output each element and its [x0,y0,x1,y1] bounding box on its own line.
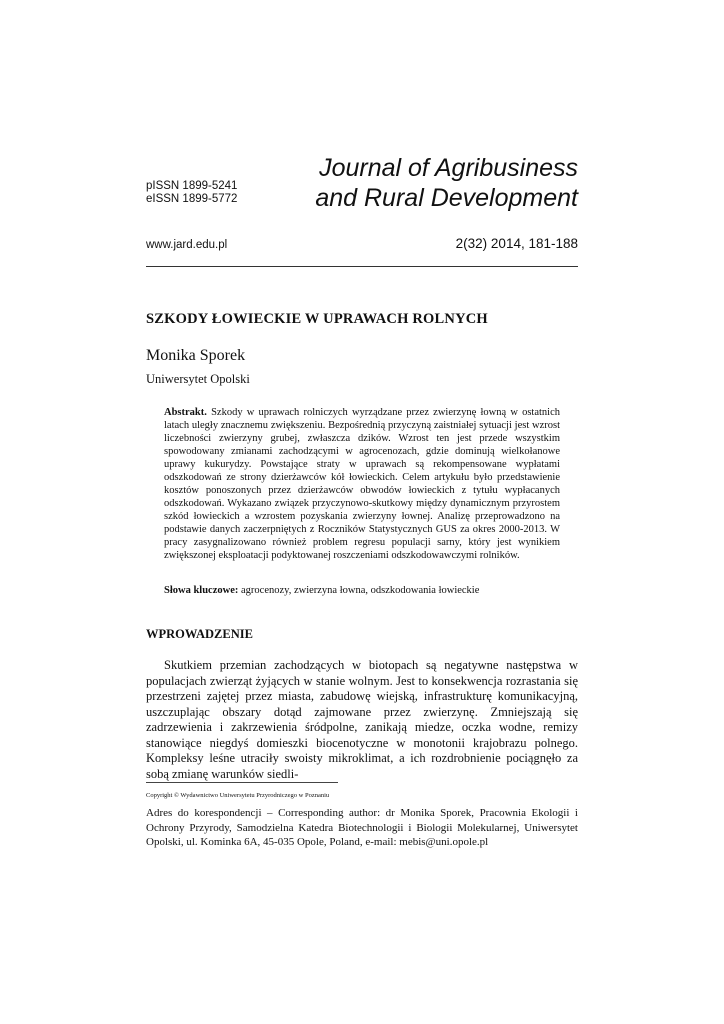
correspondence-note: Adres do korespondencji – Corresponding author: dr Monika Sporek, Pracownia Ekologii i Ochrony Przyrody, Samodzielna Katedra Biotechnologii i Biologii Molekularnej, Uniwersytet Opolski, ul. Kominka 6A, 45-035 Opole, Poland, e-mail: mebis@uni.opole.pl [146,807,578,848]
keywords-label: Słowa kluczowe: [164,585,239,596]
footnote-divider [146,782,338,783]
section-heading: WPROWADZENIE [146,627,253,641]
author-affiliation: Uniwersytet Opolski [146,372,250,386]
article-title: SZKODY ŁOWIECKIE W UPRAWACH ROLNYCH [146,311,488,327]
abstract [164,406,560,562]
keywords-text: agrocenozy, zwierzyna łowna, odszkodowania łowieckie [238,585,480,596]
eissn: eISSN 1899-5772 [146,193,238,205]
journal-website: www.jard.edu.pl [146,239,228,251]
pissn: pISSN 1899-5241 [146,180,238,192]
copyright-note: Copyright © Wydawnictwo Uniwersytetu Przyrodniczego w Poznaniu [146,792,330,799]
intro-paragraph: Skutkiem przemian zachodzących w biotopach są negatywne następstwa w populacjach zwierząt żyjących w stanie wolnym. Jest to konsekwencja rozrastania się przestrzeni zajętej przez miasta, zabudowę wiejską, infrastrukturę komunikacyjną, uszczuplając obszary dotąd zajmowane przez zwierzynę. Zmniejszają się zadrzewienia i zakrzewienia śródpolne, zanikają miedze, oczka wodne, remizy stanowiące niegdyś domieszki biocenotyczne w monotonii krajobrazu polnego. Kompleksy leśne utraciły swoisty mikroklimat, a ich rozdrobnienie pociągnęło za sobą zmianę warunków siedli- [146,658,578,781]
journal-title-line1: Journal of Agribusiness [319,154,578,182]
issue-info: 2(32) 2014, 181-188 [455,236,578,251]
abstract-text: Szkody w uprawach rolniczych wyrządzane przez zwierzynę łowną w ostatnich latach uległy znacznemu zwiększeniu. Bezpośrednią przyczyną zaistniałej sytuacji jest wzrost liczebności zwierzyny grubej, zwłaszcza dzików. Wzrost ten jest przede wszystkim spowodowany zmianami zachodzącymi w agrocenozach, gdzie dominują wielkołanowe uprawy kukurydzy. Powstające straty w uprawach są rekompensowane wypłatami odszkodowań ze strony dzierżawców kół łowieckich. Celem artykułu było przedstawienie kosztów ponoszonych przez dzierżawców obwodów łowieckich z tytułu wypłacanych odszkodowań. Wykazano związek przyczynowo-skutkowy między dynamicznym przyrostem szkód łowieckich a wzrostem pozyskania zwierzyny łownej. Analizę przeprowadzono na podstawie danych zaczerpniętych z Roczników Statystycznych GUS za okres 2000-2013. W pracy zasygnalizowano również problem regresu populacji sarny, który jest wynikiem zwiększonej eksploatacji podyktowanej roszczeniami odszkodowawczymi rolników. [164,407,560,561]
journal-title-line2: and Rural Development [315,184,578,212]
abstract-label: Abstrakt. [164,407,207,418]
issn-block [146,180,237,206]
journal-title [248,153,578,213]
header-divider [146,266,578,267]
author-name: Monika Sporek [146,347,246,364]
keywords [164,584,560,597]
